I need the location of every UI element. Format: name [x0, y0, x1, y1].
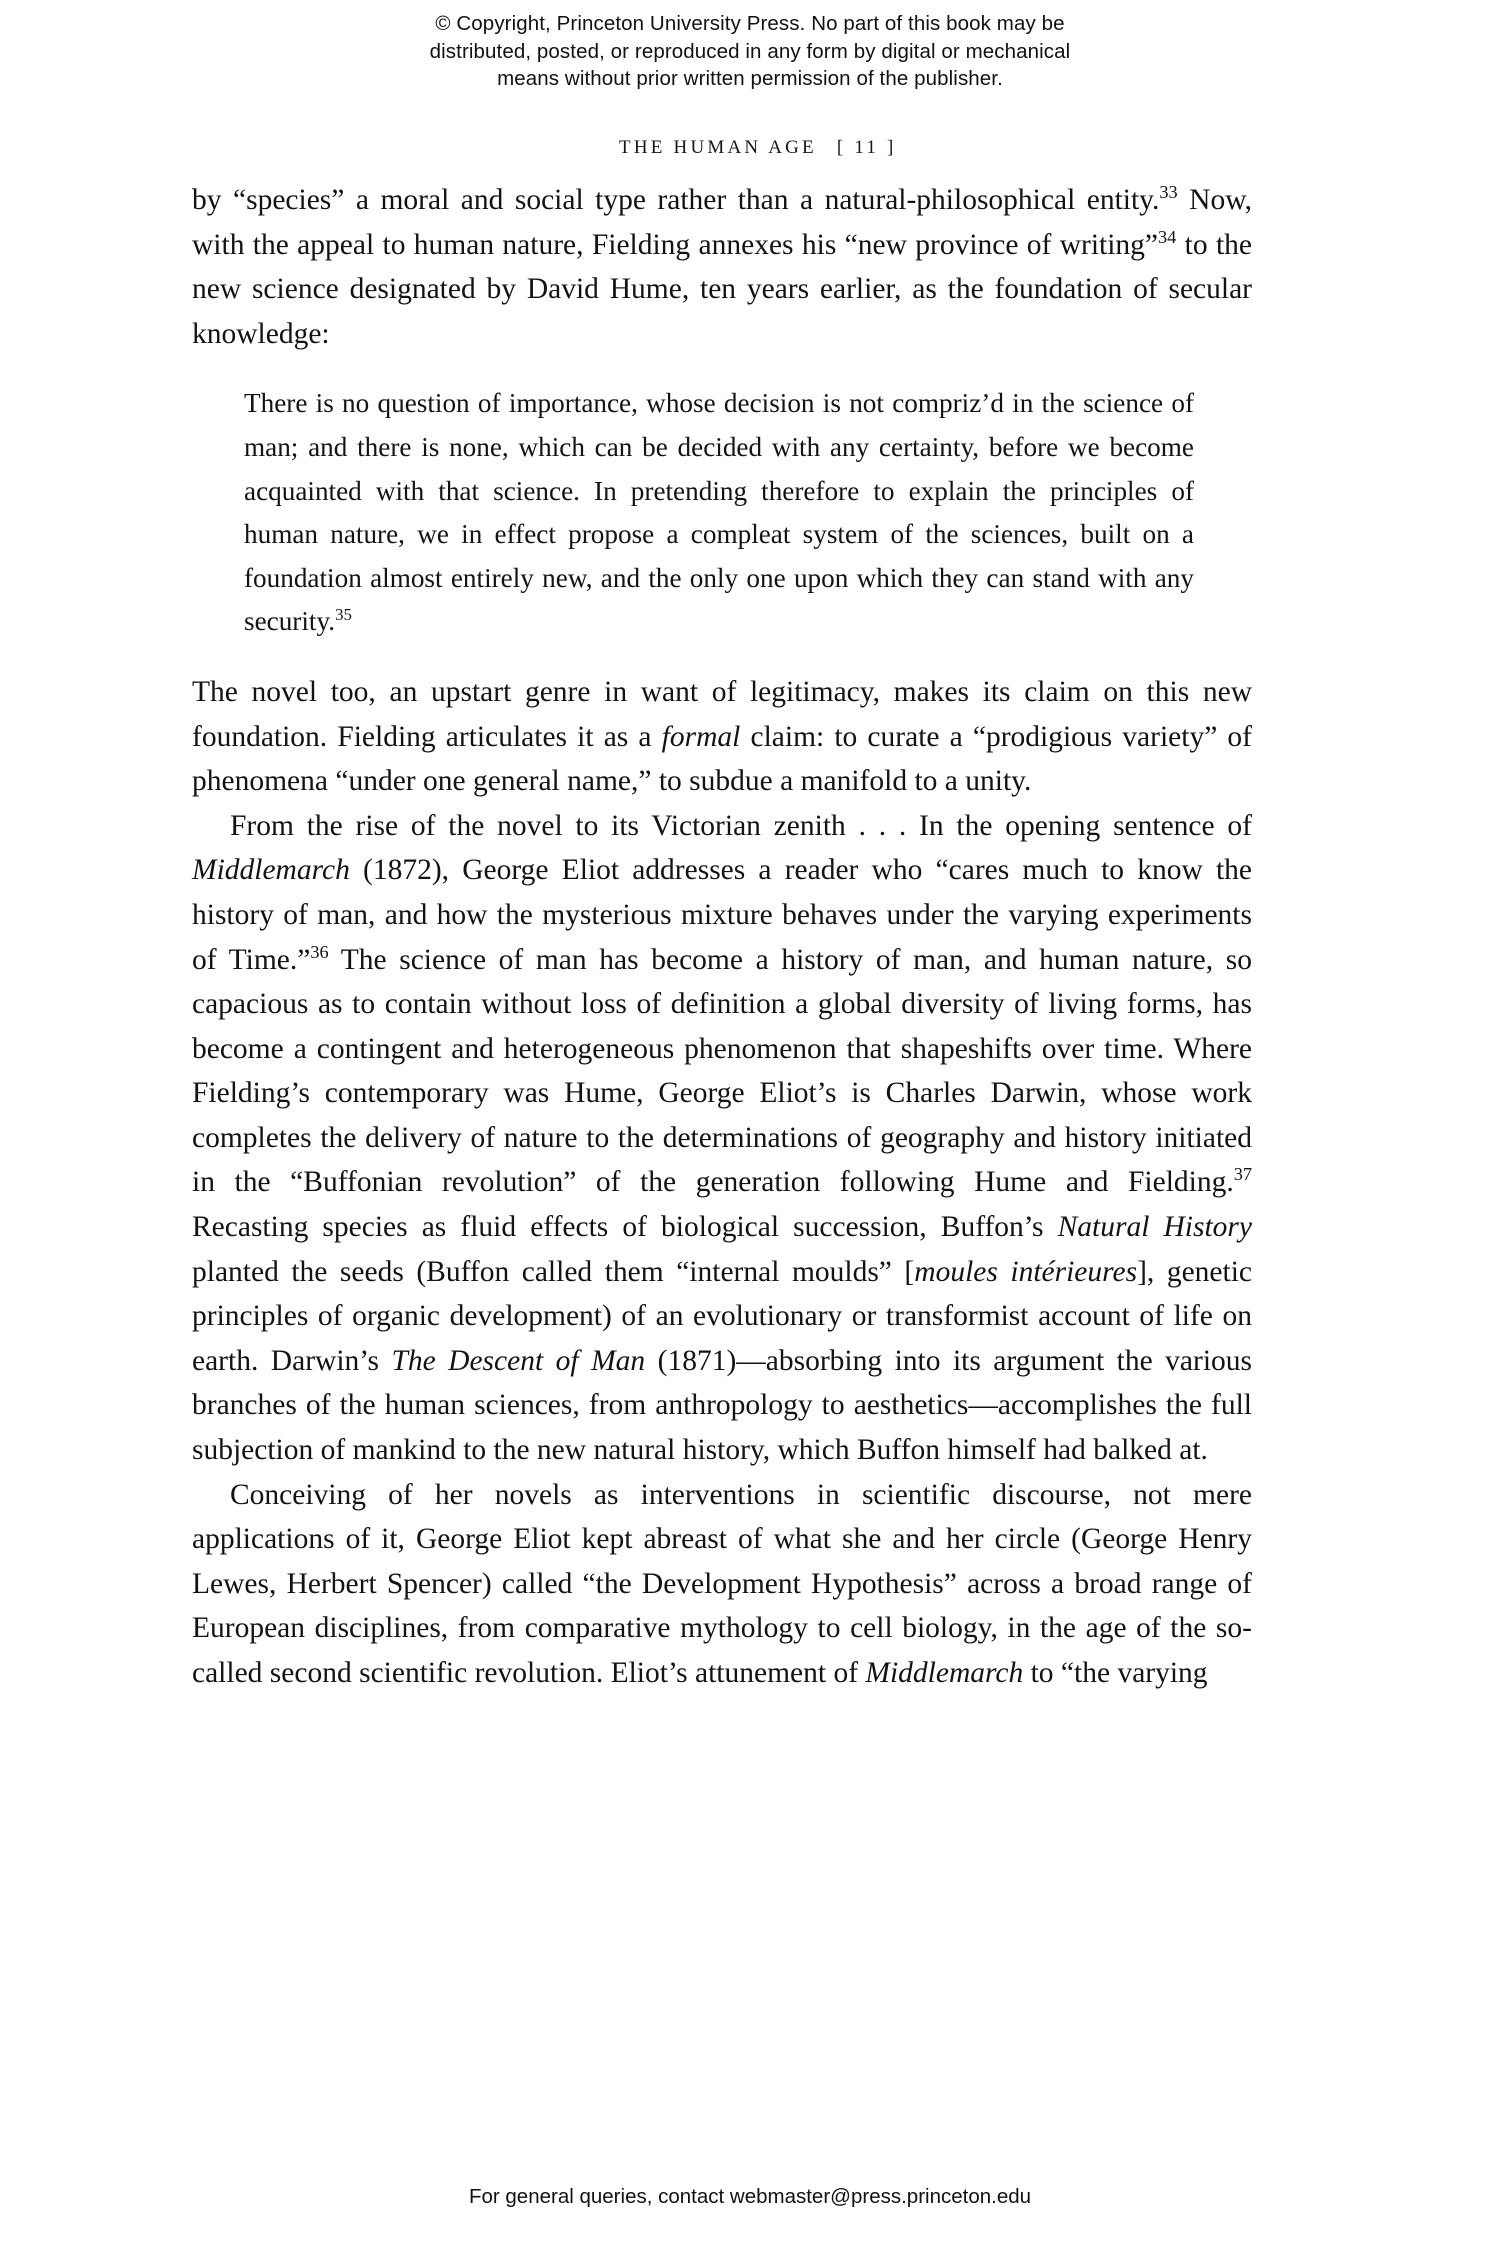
footer-queries-text: For general queries, contact webmaster@press.princeton.edu: [468, 2185, 1032, 2208]
italic-middlemarch-2: Middlemarch: [865, 1657, 1024, 1689]
footnote-marker-35: 35: [335, 605, 352, 625]
para3-segment-5: planted the seeds (Buffon called them “internal moulds” [: [192, 1255, 915, 1288]
para1-segment-2: Now, with the appeal to human nature, Fielding annexes his “new province of writing”: [192, 184, 1252, 261]
running-head: [0, 115, 1500, 159]
page-footer: [0, 2185, 1500, 2209]
para3-segment-3: The science of man has become a history of man, and human nature, so capacious as to contain without loss of definition a global diversity of living forms, has become a contingent and heterogeneous phenomenon that shapeshifts over time. Where Fielding’s contemporary was Hume, George Eliot’s is Charles Darwin, whose work completes the delivery of nature to the determinations of geography and history initiated in the “Buffonian revolution” of the generation following Hume and Fielding.: [192, 943, 1252, 1199]
footnote-marker-33: 33: [1159, 182, 1178, 203]
italic-natural-history: Natural History: [1057, 1211, 1252, 1244]
para2-segment-1: The novel too, an upstart genre in want of legitimacy, makes its claim on this new foundation. Fielding articulates it as a: [192, 675, 1252, 753]
footnote-marker-34: 34: [1158, 226, 1177, 247]
page-folio: [ 11 ]: [836, 137, 897, 158]
para2-segment-2: claim: to curate a “prodigious variety” of phenomena “under one general name,” to subdue a manifold to a unity.: [192, 720, 1253, 798]
block-quote-text: [244, 382, 1194, 644]
para4-segment-1: Conceiving of her novels as interventions in scientific discourse, not mere applications of it, George Eliot kept abreast of what she and her circle (George Henry Lewes, Herbert Spencer) called “the Development Hypothesis” across a broad range of European disciplines, from comparative mythology to cell biology, in the age of the so-called second scientific revolution. Eliot’s attunement of: [192, 1478, 1252, 1689]
para3-segment-4: Recasting species as fluid effects of biological succession, Buffon’s: [192, 1211, 1058, 1244]
paragraph-development-hypothesis: [192, 1473, 1252, 1696]
page-body: [192, 178, 1252, 1696]
paragraph-novel-claim: [192, 670, 1252, 804]
para3-segment-6: ], genetic principles of organic development) of an evolutionary or transformist account of life on earth. Darwin’s: [192, 1255, 1252, 1377]
footnote-marker-37: 37: [1233, 1164, 1252, 1185]
para3-segment-2: (1872), George Eliot addresses a reader who “cares much to know the history of man, and how the mysterious mixture behaves under the varying experiments of Time.”: [192, 854, 1252, 976]
italic-middlemarch-1: Middlemarch: [192, 854, 350, 887]
italic-descent-of-man: The Descent of Man: [391, 1344, 646, 1377]
copyright-line-1: © Copyright, Princeton University Press. No part of this book may be: [435, 12, 1065, 35]
extract-segment-1: There is no question of importance, whose decision is not compriz’d in the science of man; and there is none, which can be decided with any certainty, before we become acquainted with that science. In pretending therefore to explain the principles of human nature, we in effect propose a compleat system of the sciences, built on a foundation almost entirely new, and the only one upon which they can stand with any security.: [244, 388, 1194, 637]
para1-segment-1: by “species” a moral and social type rather than a natural-philosophical entity.: [192, 184, 1160, 216]
running-head-title: THE HUMAN AGE: [619, 137, 817, 158]
paragraph-victorian-zenith: [192, 804, 1252, 1473]
block-quote-hume: [244, 382, 1194, 644]
para4-segment-2: to “the varying: [1023, 1657, 1208, 1689]
footnote-marker-36: 36: [310, 941, 329, 962]
copyright-line-2: distributed, posted, or reproduced in any form by digital or mechanical: [429, 39, 1071, 63]
copyright-notice: [0, 10, 1500, 93]
para3-segment-1: From the rise of the novel to its Victorian zenith . . . In the opening sentence of: [230, 809, 1252, 842]
copyright-line-3: means without prior written permission of the publisher.: [497, 67, 1003, 90]
para1-segment-3: to the new science designated by David Hume, ten years earlier, as the foundation of secular knowledge:: [192, 228, 1252, 350]
italic-formal: formal: [661, 720, 741, 753]
paragraph-continuation: [192, 178, 1252, 356]
italic-moules-interieures: moules intérieures: [914, 1255, 1138, 1288]
para3-segment-7: (1871)—absorbing into its argument the various branches of the human sciences, from anthropology to aesthetics—accomplishes the full subjection of mankind to the new natural history, which Buffon himself had balked at.: [192, 1344, 1253, 1467]
